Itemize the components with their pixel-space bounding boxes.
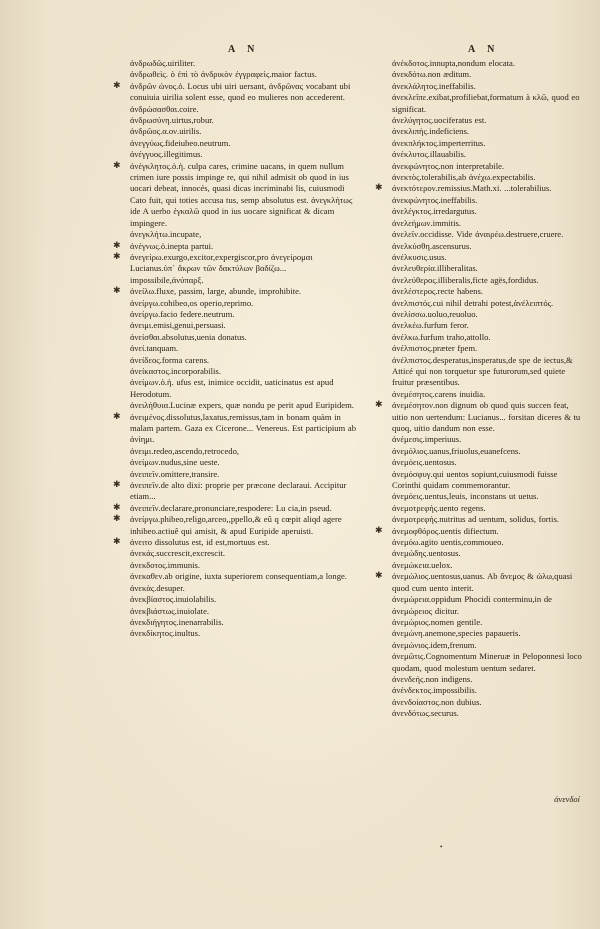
dictionary-entry: ἀνειμι.emisi,genui,persuasi. xyxy=(130,320,226,331)
dictionary-entry: ἀνεμόεις.uentosus. xyxy=(392,457,457,468)
dictionary-entry: ἀνέκδοτος.innupta,nondum elocata. xyxy=(392,58,516,68)
dictionary-entry: ἀνεμοτρεφής.uento regens. xyxy=(392,502,486,513)
dictionary-entry: ἀνεγγύως.fideiubeo.neutrum. xyxy=(130,137,231,148)
dictionary-entry: ἀνεμόω.agito uentis,commoueo. xyxy=(392,537,504,548)
dictionary-entry: ἀνέκλυτος.illauabilis. xyxy=(392,149,466,160)
dictionary-entry: ἀνεμέσητος.carens inuidia. xyxy=(392,388,486,399)
dictionary-entry: ἀνεμῶτις.Cognomentum Mineruæ in Peloponnesi loco quodam, quod molestum uentum sedaret. xyxy=(392,651,582,673)
dictionary-entry: ἀνδρώσασθαι.coire. xyxy=(130,103,199,114)
dictionary-entry: ἀνεγκλήτω.incupate, xyxy=(130,229,202,240)
dictionary-entry: ἀνεκπλήκτος.imperterritus. xyxy=(392,137,486,148)
dictionary-entry: ἀνδρῶος.α.ον.uirilis. xyxy=(130,126,202,137)
dictionary-entry: ✱ ἀνείλω.fluxe, passim, large, abunde, improhibite. xyxy=(130,286,360,297)
dictionary-entry: ἀνελπιστός.cui nihil detrahi potest,ἀνέλειπτός. xyxy=(392,297,554,308)
dictionary-entry: ἀνείδεος.forma carens. xyxy=(130,354,210,365)
dictionary-entry: ἀνεί.tanquam. xyxy=(130,343,179,354)
dictionary-entry: ἀνελεύθερος.illiberalis,ficte agës,fordidus. xyxy=(392,274,539,285)
dictionary-entry: ἀνεμόεις.uentus,leuis, inconstans ut uetus. xyxy=(392,491,539,502)
dictionary-entry: ἀνελκέω.furfum feror. xyxy=(392,320,469,331)
dictionary-entry: ἀνειμι.redeo,ascendo,retrocedo, xyxy=(130,445,240,456)
dictionary-entry: ✱ ἀνειπεῖν.declarare,pronunciare,respodere: Lu cia,in pseud. xyxy=(130,503,360,514)
dictionary-entry: ἀνελεήμων.immitis. xyxy=(392,217,461,228)
dictionary-entry: ἀνείμων.ὁ.ἡ. ufus est, inimice occidit, uaticinatus est apud Herodotum. xyxy=(130,377,334,399)
dictionary-entry: ἀνεμώνιος.idem,frenum. xyxy=(392,639,477,650)
dictionary-entry: ἀνενδοίαστος.non dubius. xyxy=(392,696,482,707)
dictionary-entry: ἀνεκφώνητος.non interpretabile. xyxy=(392,160,505,171)
dictionary-entry: ✱ ἀνέγκλητος.ὁ.ἡ. culpa cares, crimine uacans, in quem nullum crimen iure possis impinge re, qui nihil admisit ob quod in ius uocari debeat, innocés, quasi dicas incriminabi lis, cuiusmodi Cato fuit, qui toties accusa tus, semp absolutus est. ἀνεγκλήτως ide A uerbo ἐγκαλῶ quod in ius uocare significat & dicam impingere. xyxy=(130,161,360,229)
dictionary-entry: ἀνεκαθεν.ab origine, iuxta superiorem consequentiam,a longe. xyxy=(130,571,347,582)
dictionary-entry: ἀνενδότως.securus. xyxy=(392,708,459,719)
dictionary-entry: ἀνεκβίαστος.inuiolabilis. xyxy=(130,594,217,605)
dictionary-entry: ✱ ἀνείργω.phibeo,religo,arceo,,ppello,& eû q cœpit aliqd agere inhibeo.actiuê qui amisit, & apud Euripide aperuisti. xyxy=(130,514,360,537)
dictionary-entry: ✱ ἀνεκτότερον.remissius.Math.xi. ...tolerabilius. xyxy=(392,183,582,194)
dictionary-entry: ἀνέμεσις.imperiuus. xyxy=(392,434,462,445)
dictionary-entry: ✱ ἀνεμέσητον.non dignum ob quod quis succen feat, uitio non uertendum: Lucianus... forsitan diceres & tu quoq, uitio dandum non esse. xyxy=(392,400,582,434)
dictionary-entry: ἀνεκφώνητος.ineffabilis. xyxy=(392,194,478,205)
dictionary-entry: ἀνεκδοτος.immunis. xyxy=(130,559,201,570)
dictionary-entry: ἀνεμοτρεφής.nutritus ad uentum, solidus, fortis. xyxy=(392,514,559,525)
dictionary-entry: ἀνειλήθυια.Lucinæ expers, quæ nondu pe perit apud Euripidem. xyxy=(130,400,354,411)
dictionary-entry: ἀνεμώρεια.oppidum Phocidi conterminu,in de ἀνεμώρειος dicitur. xyxy=(392,594,552,616)
running-head-left: A N xyxy=(228,44,260,55)
dictionary-entry: ἀνείσθαι.absolutus,uenia donatus. xyxy=(130,331,247,342)
dictionary-entry: ἀνεκάς.succrescit,excrescit. xyxy=(130,548,226,559)
dictionary-entry: ἀνεκὰς.desuper. xyxy=(130,582,185,593)
dictionary-entry: ἀνεμώδης.uentosus. xyxy=(392,548,461,559)
dictionary-entry: ἀνελέγκτος.irredargutus. xyxy=(392,206,477,217)
dictionary-entry: ἀνελέστερος.recte habens. xyxy=(392,286,483,297)
dictionary-entry: ἀνεκλεῖπε.exibat,profiliebat,formatum à κλῶ, quod eo significat. xyxy=(392,92,580,114)
dictionary-entry: ἀνείργω.facio federe.neutrum. xyxy=(130,308,235,319)
signature-mark: • xyxy=(440,843,443,851)
dictionary-entry: ἀνεκδιήγητος.inenarrabilis. xyxy=(130,616,224,627)
dictionary-entry: ἀνελκύσθη.ascensurus. xyxy=(392,240,472,251)
dictionary-entry: ἀνδρωδῶς.uiriliter. xyxy=(130,58,196,68)
dictionary-entry: ✱ ἀνεμώλιος.uentosus,uanus. Ab ἄνεμος & ὠλω,quasi quod cum uento interit. xyxy=(392,571,582,594)
dictionary-entry: ἀνειπεῖν.omittere,transire. xyxy=(130,468,220,479)
dictionary-entry: ἀνελίσσω.uoluo,reuoluo. xyxy=(392,308,478,319)
dictionary-entry: ἀνελεῖν.occidisse. Vide ἀναιρέω.destruere,cruere. xyxy=(392,229,564,240)
dictionary-entry: ✱ ἀνέγνως.ὁ.inepta partui. xyxy=(130,241,360,252)
dictionary-entry: ἀνεμώκεια.uelox. xyxy=(392,559,453,570)
dictionary-entry: ἀνεκβιάστως.inuiolate. xyxy=(130,605,210,616)
dictionary-entry: ἀνέλκω.furfum traho,attollo. xyxy=(392,331,491,342)
dictionary-entry: ✱ ἀνειπεῖν.de alto dixi: proprie per præcone declaraui. Accipitur etiam... xyxy=(130,480,360,503)
dictionary-entry: ἀνελύγητος.uociferatus est. xyxy=(392,115,487,126)
dictionary-entry: ἀνεμόλιος.uanus,friuolus,euanefcens. xyxy=(392,445,521,456)
left-column xyxy=(130,58,360,640)
dictionary-entry: ἀνέγγυος.illegitimus. xyxy=(130,149,203,160)
dictionary-entry: ἀνεμόσφυγ.qui uentos sopiunt,cuiusmodi fuisse Corinthi quidam commemorantur. xyxy=(392,468,558,491)
dictionary-entry: ἀνεκλάλητος.ineffabilis. xyxy=(392,80,476,91)
dictionary-entry: ἀνδρωσύνη.uirtus,robur. xyxy=(130,115,214,126)
running-head-right: A N xyxy=(468,44,500,55)
dictionary-entry: ✱ ἀνεμοφθόρος.uentis difiectum. xyxy=(392,526,582,537)
dictionary-entry: ἀνεκλιπὴς.indeficiens. xyxy=(392,126,469,137)
dictionary-entry: ἀνεμώριος.nomen gentile. xyxy=(392,616,483,627)
dictionary-entry: ἀνεμώνη.anemone,species papaueris. xyxy=(392,628,521,639)
catchword: ἀνενδοί xyxy=(554,794,580,804)
dictionary-entry: ἀνεκδότω.non æditum. xyxy=(392,69,472,80)
dictionary-entry: ἀνέλκυσις.usus. xyxy=(392,251,447,262)
dictionary-entry: ✱ ἀνεγείρω.exurgo,excitor,expergiscor,pro ἀνεγείρομαι Lucianus.ὑπ᾽ ἄκρων τῶν δακτύλων βαδίζω... impossibile,ἀνύπαρξ. xyxy=(130,252,360,286)
dictionary-entry: ἀνέλπιστος.desperatus,insperatus,de spe de iectus,& Atticé qui non torquetur spe futurorum,sed quiete fruitur præsentibus. xyxy=(392,354,573,388)
right-column xyxy=(392,58,582,720)
dictionary-entry: ἀνεκτὸς.tolerabilis,ab ἀνέχω.expectabilis. xyxy=(392,172,536,183)
dictionary-entry: ἀνένδεκτος.impossibilis. xyxy=(392,685,477,696)
dictionary-entry: ✱ ἀνειμένος.dissolutus,laxatus,remissus,tam in bonam quàm in malam partem. Gaza ex Cicerone... Venereus. Est participium ab ἀνίημι. xyxy=(130,412,360,446)
dictionary-entry: ✱ ἀνδρῶν ὠνος.ὁ. Locus ubi uiri uersant, ἀνδρῶνας vocabant ubi conuiuia uirilia solent esse, quod eo mulieres non accederent. xyxy=(130,81,360,104)
dictionary-entry: ἀνείμων.nudus,sine ueste. xyxy=(130,457,220,468)
dictionary-entry: ἀνελευθερία.illiberalitas. xyxy=(392,263,478,274)
dictionary-entry: ἀνεκδίκητος.inultus. xyxy=(130,628,201,639)
dictionary-entry: ἀνδρωθεὶς. ὁ ἐπὶ τὸ ἀνδρικὸν ἐγγραφεὶς.maior factus. xyxy=(130,69,317,80)
dictionary-entry: ἀνείκαστος.incorporabilis. xyxy=(130,365,221,376)
dictionary-entry: ἀνείργω.cohibeo,os operio,reprimo. xyxy=(130,297,254,308)
dictionary-entry: ἀνενδεής.non indigens. xyxy=(392,673,473,684)
dictionary-entry: ✱ ἀνειτο dissolutus est, id est,mortuus est. xyxy=(130,537,360,548)
dictionary-entry: ἀνέλπιστος.præter fpem. xyxy=(392,343,478,354)
